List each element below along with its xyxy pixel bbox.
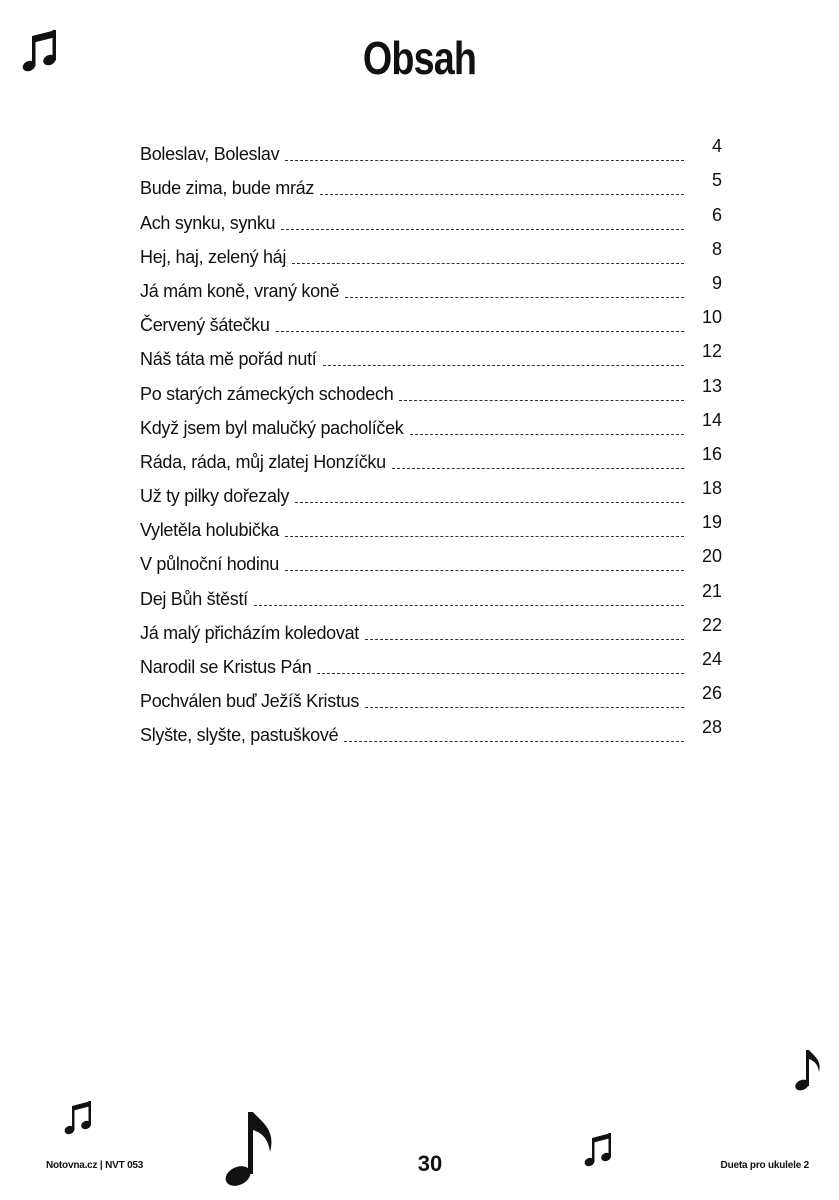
toc-dot-leader: [410, 433, 684, 435]
toc-dot-leader: [317, 672, 684, 674]
toc-entry-page: 6: [711, 204, 722, 225]
toc-entry-title: Bude zima, bude mráz: [140, 178, 315, 199]
toc-entry[interactable]: [140, 234, 722, 268]
toc-entry-title: Vyletěla holubička: [140, 520, 280, 541]
footer-book-title: Dueta pro ukulele 2: [720, 1160, 809, 1171]
toc-dot-leader: [292, 262, 684, 264]
toc-entry[interactable]: [140, 473, 722, 507]
toc-entry-page: 9: [711, 272, 722, 293]
toc-entry-page: 8: [711, 238, 722, 259]
toc-entry-page: 16: [701, 443, 722, 464]
toc-entry[interactable]: [140, 199, 722, 233]
toc-dot-leader: [285, 159, 684, 161]
beamed-eighth-notes-icon: [64, 1098, 96, 1138]
toc-entry[interactable]: [140, 541, 722, 575]
toc-entry-title: Já malý přicházím koledovat: [140, 622, 359, 643]
toc-dot-leader: [365, 706, 684, 708]
toc-entry-page: 5: [711, 170, 722, 191]
toc-entry-title: Ach synku, synku: [140, 212, 276, 233]
toc-entry-page: 12: [701, 341, 722, 362]
toc-entry-title: Ráda, ráda, můj zlatej Honzíčku: [140, 451, 386, 472]
beamed-eighth-notes-icon: [22, 26, 62, 76]
toc-entry-page: 4: [711, 136, 722, 157]
toc-dot-leader: [295, 501, 684, 503]
toc-dot-leader: [323, 364, 684, 366]
toc-entry[interactable]: [140, 439, 722, 473]
toc-entry[interactable]: [140, 610, 722, 644]
toc-entry[interactable]: [140, 165, 722, 199]
toc-entry-page: 21: [701, 580, 722, 601]
toc-entry-page: 13: [701, 375, 722, 396]
toc-entry-page: 14: [701, 409, 722, 430]
toc-entry[interactable]: [140, 678, 722, 712]
toc-entry-title: V půlnoční hodinu: [140, 554, 280, 575]
toc-dot-leader: [276, 330, 684, 332]
footer-publisher-code: Notovna.cz | NVT 053: [46, 1160, 144, 1171]
toc-entry-title: Po starých zámeckých schodech: [140, 383, 394, 404]
toc-entry-page: 20: [701, 546, 722, 567]
toc-dot-leader: [285, 569, 684, 571]
toc-dot-leader: [254, 604, 684, 606]
toc-entry-title: Narodil se Kristus Pán: [140, 657, 312, 677]
toc-entry-page: 24: [701, 649, 722, 669]
toc-entry-title: Červený šátečku: [140, 315, 270, 336]
toc-dot-leader: [345, 296, 684, 298]
toc-entry-title: Už ty pilky dořezaly: [140, 486, 290, 507]
toc-entry[interactable]: [140, 507, 722, 541]
toc-entry-page: 22: [701, 614, 722, 635]
toc-entry[interactable]: [140, 712, 722, 746]
toc-entry-page: 10: [701, 307, 722, 328]
toc-dot-leader: [344, 740, 684, 742]
toc-entry[interactable]: [140, 644, 722, 678]
toc-entry-page: 26: [701, 683, 722, 704]
eighth-note-icon: [792, 1046, 826, 1096]
toc-entry-title: Dej Bůh štěstí: [140, 588, 248, 609]
toc-entry-title: Pochválen buď Ježíš Kristus: [140, 691, 360, 712]
toc-entry-title: Když jsem byl malučký pacholíček: [140, 417, 404, 438]
toc-entry-page: 19: [701, 512, 722, 533]
toc-entry[interactable]: [140, 575, 722, 609]
toc-entry[interactable]: [140, 131, 722, 165]
toc-entry[interactable]: [140, 370, 722, 404]
toc-dot-leader: [320, 193, 684, 195]
toc-entry-page: 18: [701, 478, 722, 499]
toc-entry-title: Já mám koně, vraný koně: [140, 280, 340, 301]
toc-dot-leader: [365, 638, 684, 640]
toc-entry[interactable]: [140, 405, 722, 439]
toc-entry-title: Slyšte, slyšte, pastuškové: [140, 725, 339, 746]
page-title: Obsah: [362, 32, 477, 84]
toc-entry[interactable]: [140, 302, 722, 336]
toc-dot-leader: [285, 535, 684, 537]
toc-dot-leader: [399, 399, 684, 401]
toc-entry-title: Boleslav, Boleslav: [140, 144, 280, 165]
footer-page-number: 30: [417, 1151, 443, 1176]
table-of-contents: [140, 131, 722, 746]
toc-dot-leader: [281, 228, 684, 230]
toc-entry-page: 28: [701, 717, 722, 738]
toc-entry-title: Hej, haj, zelený háj: [140, 246, 287, 267]
toc-dot-leader: [392, 467, 684, 469]
toc-entry[interactable]: [140, 268, 722, 302]
toc-entry-title: Náš táta mě pořád nutí: [140, 349, 317, 370]
toc-entry[interactable]: [140, 336, 722, 370]
